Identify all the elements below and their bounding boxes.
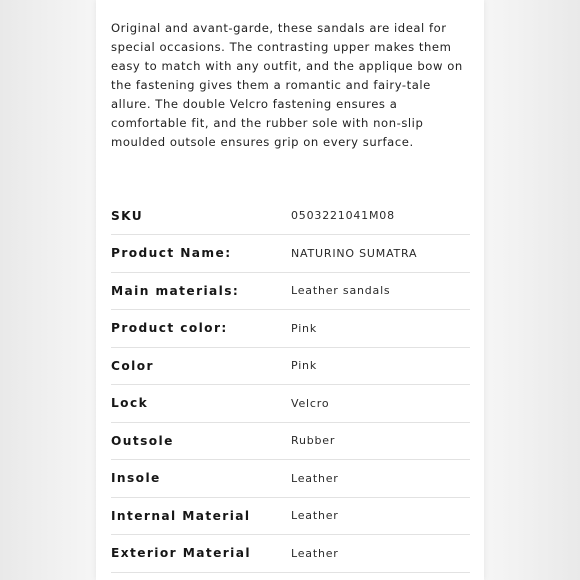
spec-row-sku (111, 197, 470, 235)
spec-row-insole (111, 460, 470, 498)
spec-value: Pink (291, 347, 470, 385)
spec-label: Internal Material (111, 497, 291, 535)
spec-label: Main materials: (111, 272, 291, 310)
product-description: Original and avant-garde, these sandals are ideal for special occasions. The contrasting upper makes them easy to match with any outfit, and the applique bow on the fastening gives them a romantic and fairy-tale allure. The double Velcro fastening ensures a comfortable fit, and the rubber sole with non-slip moulded outsole ensures grip on every surface. (111, 21, 463, 149)
spec-value: Rubber (291, 422, 470, 460)
spec-label: Outsole (111, 422, 291, 460)
spec-value: Pink (291, 310, 470, 348)
spec-row-product-color (111, 310, 470, 348)
spec-label: Insole (111, 460, 291, 498)
spec-value: Leather (291, 460, 470, 498)
spec-value: NATURINO SUMATRA (291, 235, 470, 273)
spec-value: Leather (291, 497, 470, 535)
spec-row-outsole (111, 422, 470, 460)
spec-label: Color (111, 347, 291, 385)
spec-label: Product color: (111, 310, 291, 348)
spec-row-product-name (111, 235, 470, 273)
spec-row-main-materials (111, 272, 470, 310)
spec-row-lock (111, 385, 470, 423)
spec-value: 0503221041M08 (291, 197, 470, 235)
spec-label: Product Name: (111, 235, 291, 273)
page-background-right (484, 0, 580, 580)
page-background-left (0, 0, 96, 580)
spec-value: Velcro (291, 385, 470, 423)
spec-row-internal-material (111, 497, 470, 535)
spec-label: Lock (111, 385, 291, 423)
product-details-card (96, 0, 484, 580)
spec-label: Exterior Material (111, 535, 291, 573)
spec-row-exterior-material (111, 535, 470, 573)
spec-row-color (111, 347, 470, 385)
spec-label: SKU (111, 197, 291, 235)
spec-value: Leather sandals (291, 272, 470, 310)
spec-value: Leather (291, 535, 470, 573)
product-specs-table (111, 197, 470, 573)
